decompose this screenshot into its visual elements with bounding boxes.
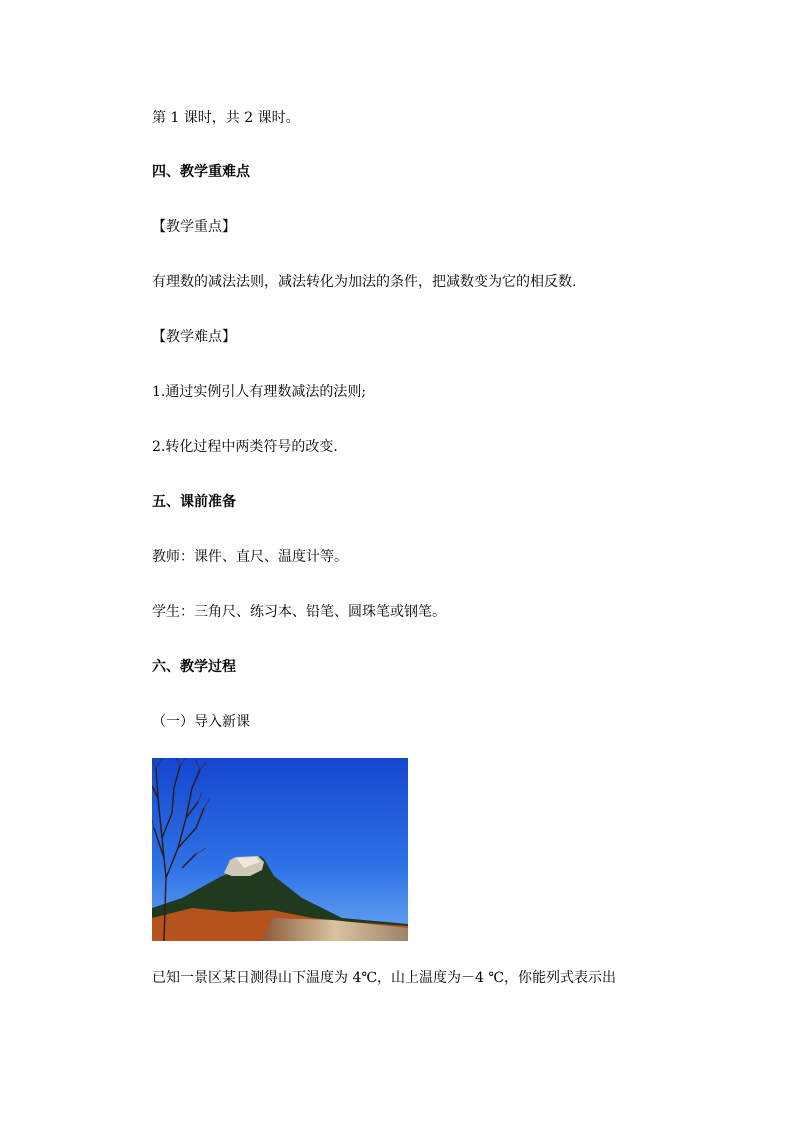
difficulty-item-2: 2.转化过程中两类符号的改变. [152,439,338,455]
student-prep: 学生：三角尺、练习本、铅笔、圆珠笔或钢笔。 [152,604,446,620]
mountain-photo [152,758,408,941]
key-points-text: 有理数的减法法则，减法转化为加法的条件，把减数变为它的相反数. [152,274,577,290]
section-6-heading: 六、教学过程 [152,659,236,675]
lesson-info: 第 1 课时，共 2 课时。 [152,110,300,126]
section-5-heading: 五、课前准备 [152,494,236,510]
intro-question-text: 已知一景区某日测得山下温度为 4℃，山上温度为－4 ℃，你能列式表示出 [152,970,617,986]
subsection-1-heading: （一）导入新课 [152,714,250,730]
section-4-heading: 四、教学重难点 [152,164,250,180]
difficulty-item-1: 1.通过实例引人有理数减法的法则; [152,384,367,400]
key-points-heading: 【教学重点】 [152,219,236,235]
teacher-prep: 教师：课件、直尺、温度计等。 [152,549,348,565]
difficulties-heading: 【教学难点】 [152,329,236,345]
